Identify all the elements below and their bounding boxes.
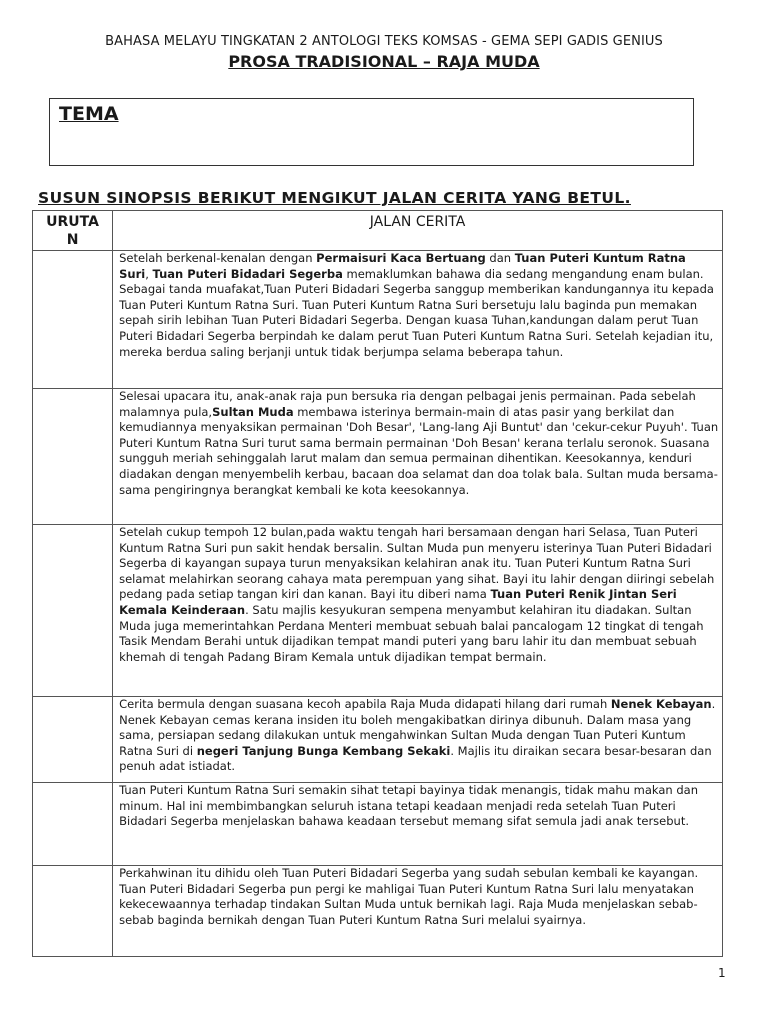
- story-text: dan: [485, 251, 515, 265]
- story-emphasis: Permaisuri Kaca Bertuang: [316, 251, 486, 265]
- story-emphasis: Tuan Puteri Bidadari Segerba: [152, 266, 343, 281]
- story-paragraph: [113, 783, 722, 830]
- table-row: [33, 389, 723, 525]
- order-input-cell[interactable]: [33, 866, 113, 957]
- column-header-order-label: URUTA N: [46, 214, 99, 248]
- story-cell: [113, 866, 723, 957]
- story-text: memaklumkan bahawa dia sedang mengandung enam bulan. Sebagai tanda muafakat,Tuan Puteri Bidadari Segerba sanggup memberikan kandungannya itu kepada Tuan Puteri Kuntum Ratna Suri. Tuan Puteri Kuntum Ratna Suri bersetuju lalu baginda pun memakan sepah sirih lebihan Tuan Puteri Bidadari Segerba. Dengan kuasa Tuhan,kandungan dalam perut Tuan Puteri Bidadari Segerba berpindah ke dalam perut Tuan Puteri Kuntum Ratna Suri. Setelah kejadian itu, mereka berdua saling berjanji untuk tidak berjumpa selama beberapa tahun.: [119, 266, 714, 359]
- story-cell: [113, 251, 723, 389]
- order-input-cell[interactable]: [33, 251, 113, 389]
- column-header-story: JALAN CERITA: [113, 211, 723, 251]
- story-text: membawa isterinya bermain-main di atas pasir yang berkilat dan kemudiannya menyaksikan permainan 'Doh Besar', 'Lang-lang Aji Buntut' dan 'cekur-cekur Puyuh'. Tuan Puteri Kuntum Ratna Suri turut sama bermain permainan 'Doh Besan' kerana terlalu seronok. Suasana sungguh meriah sehinggalah larut malam dan semua permainan dihentikan. Keesokannya, kenduri diadakan dengan menyembelih kerbau, bacaan doa selamat dan doa tolak bala. Sultan muda bersama-sama pengiringnya berangkat kembali ke kota keesokannya.: [119, 404, 719, 497]
- story-text: . Satu majlis kesyukuran sempena menyambut kelahiran itu diadakan. Sultan Muda juga memerintahkan Perdana Menteri membuat sebuah balai pancalogam 12 tingkat di tengah Tasik Mendam Berahi untuk dijadikan tempat mandi puteri yang baru lahir itu dan membuat sebuah khemah di tengah Padang Biram Kemala untuk dijadikan tempat bermain.: [119, 602, 704, 664]
- column-header-order: [33, 211, 113, 251]
- story-cell: [113, 697, 723, 783]
- story-paragraph: [113, 697, 722, 775]
- story-table: [32, 210, 723, 957]
- order-input-cell[interactable]: [33, 697, 113, 783]
- story-emphasis: Nenek Kebayan: [610, 697, 712, 711]
- order-input-cell[interactable]: [33, 525, 113, 697]
- page-number: 1: [718, 966, 726, 980]
- document-title: PROSA TRADISIONAL – RAJA MUDA: [228, 52, 540, 71]
- story-cell: [113, 783, 723, 866]
- table-row: [33, 783, 723, 866]
- story-text: Perkahwinan itu dihidu oleh Tuan Puteri Bidadari Segerba yang sudah sebulan kembali ke kayangan. Tuan Puteri Bidadari Segerba pun pergi ke mahligai Tuan Puteri Kuntum Ratna Suri lalu menyatakan kekecewaannya terhadap tindakan Sultan Muda untuk bernikah lagi. Raja Muda menjelaskan sebab-sebab baginda bernikah dengan Tuan Puteri Kuntum Ratna Suri melalui syairnya.: [119, 866, 699, 927]
- story-paragraph: [113, 866, 722, 928]
- story-paragraph: [113, 251, 722, 360]
- table-row: [33, 525, 723, 697]
- story-text: Cerita bermula dengan suasana kecoh apabila Raja Muda didapati hilang dari rumah: [119, 697, 611, 711]
- order-input-cell[interactable]: [33, 389, 113, 525]
- story-emphasis: Tuan Puteri Kuntum Ratna Suri: [119, 251, 686, 281]
- story-paragraph: [113, 525, 722, 665]
- document-subtitle: BAHASA MELAYU TINGKATAN 2 ANTOLOGI TEKS KOMSAS - GEMA SEPI GADIS GENIUS: [105, 34, 663, 49]
- table-row: [33, 251, 723, 389]
- story-paragraph: [113, 389, 722, 498]
- story-text: Tuan Puteri Kuntum Ratna Suri semakin sihat tetapi bayinya tidak menangis, tidak mahu makan dan minum. Hal ini membimbangkan seluruh istana tetapi keadaan menjadi reda setelah Tuan Puteri Bidadari Segerba menjelaskan bahawa keadaan tersebut memang sifat semula jadi anak tersebut.: [119, 783, 698, 829]
- story-text: Setelah berkenal-kenalan dengan: [119, 251, 317, 265]
- story-text: ,: [145, 266, 153, 281]
- instruction-heading: SUSUN SINOPSIS BERIKUT MENGIKUT JALAN CERITA YANG BETUL.: [38, 189, 631, 207]
- table-row: [33, 697, 723, 783]
- table-header-row: [33, 211, 723, 251]
- order-input-cell[interactable]: [33, 783, 113, 866]
- tema-label: TEMA: [59, 103, 119, 125]
- table-row: [33, 866, 723, 957]
- story-text: Setelah cukup tempoh 12 bulan,pada waktu tengah hari bersamaan dengan hari Selasa, Tuan Puteri Kuntum Ratna Suri pun sakit hendak bersalin. Sultan Muda pun menyeru isterinya Tuan Puteri Bidadari Segerba di kayangan supaya turun menyaksikan kelahiran anak itu. Tuan Puteri Kuntum Ratna Suri selamat melahirkan seorang cahaya mata perempuan yang sihat. Bayi itu lahir dengan diiringi sebelah pedang pada setiap tangan kiri dan kanan. Bayi itu diberi nama: [119, 525, 715, 602]
- story-text: . Majlis itu diraikan secara besar-besaran dan penuh adat istiadat.: [119, 743, 712, 774]
- story-emphasis: Tuan Puteri Renik Jintan Seri Kemala Keinderaan: [119, 587, 677, 617]
- story-emphasis: negeri Tanjung Bunga Kembang Sekaki: [196, 743, 451, 758]
- story-cell: [113, 389, 723, 525]
- tema-box[interactable]: [49, 98, 694, 166]
- story-cell: [113, 525, 723, 697]
- story-text: . Nenek Kebayan cemas kerana insiden itu boleh mengakibatkan dirinya dibunuh. Dalam masa yang sama, persiapan sedang dilakukan untuk mengahwinkan Sultan Muda dengan Tuan Puteri Kuntum Ratna Suri di: [119, 697, 716, 758]
- story-emphasis: Sultan Muda: [212, 404, 294, 419]
- story-text: Selesai upacara itu, anak-anak raja pun bersuka ria dengan pelbagai jenis permainan. Pada sebelah malamnya pula,: [119, 389, 696, 419]
